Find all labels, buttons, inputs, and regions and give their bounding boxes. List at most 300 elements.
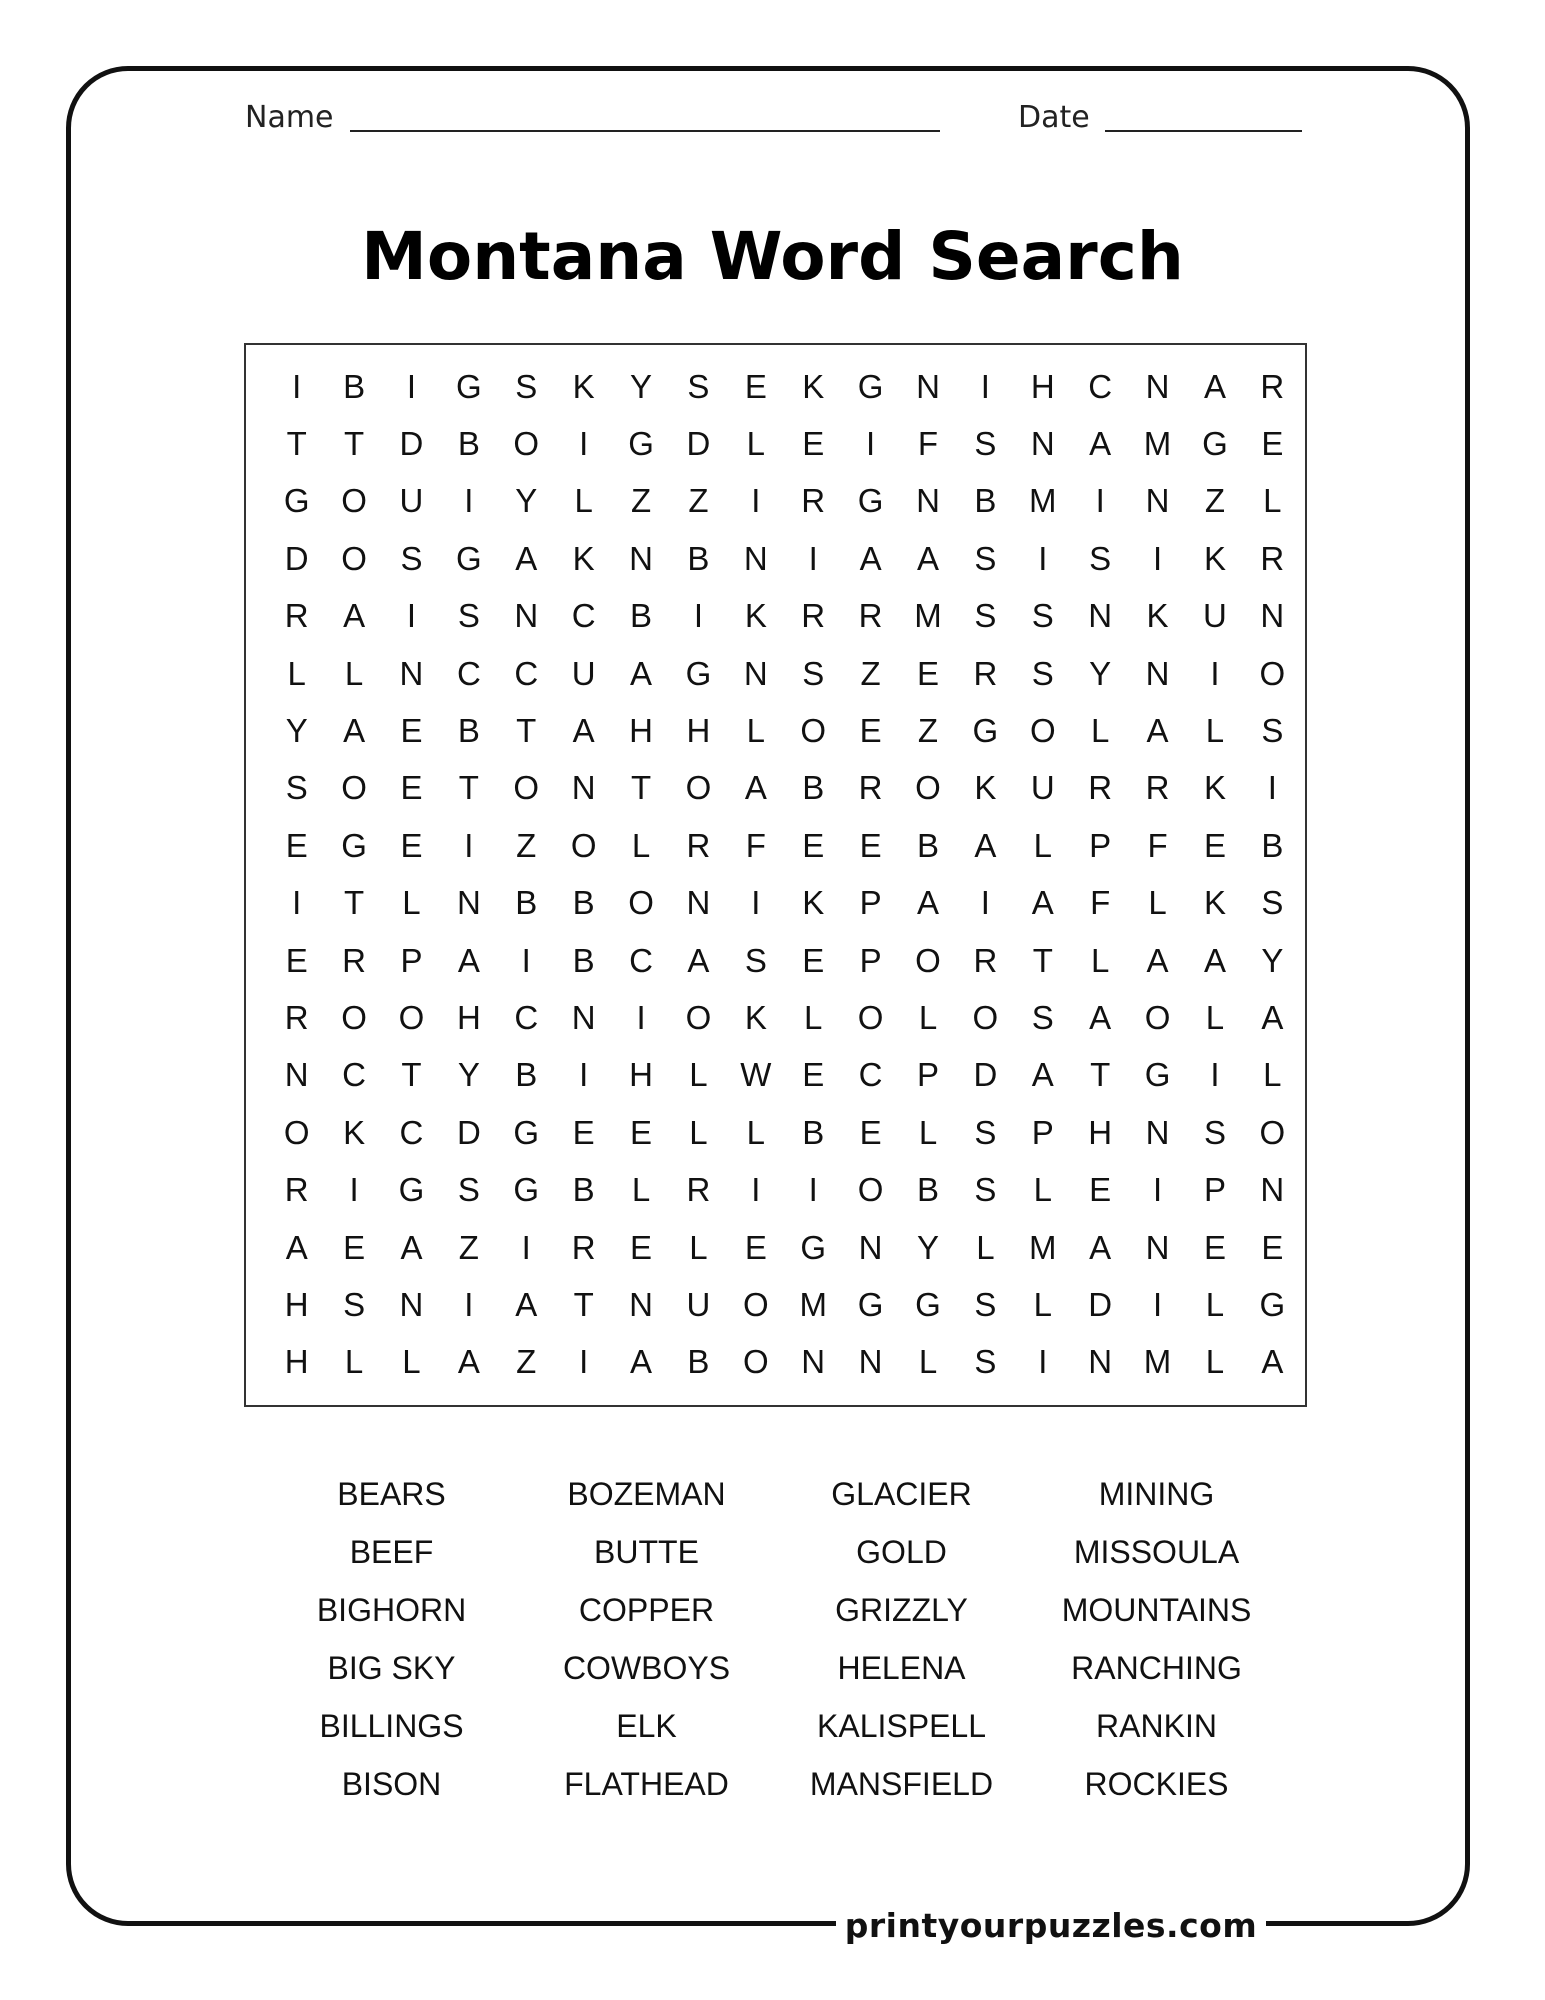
grid-cell: Z [1204,482,1226,520]
grid-cell: L [1090,941,1110,979]
grid-cell: O [283,1113,310,1151]
grid-cell: O [398,998,425,1036]
grid-cell: L [1263,1056,1282,1094]
grid-cell: N [456,884,481,922]
word-list-item: GLACIER [831,1476,972,1512]
grid-cell: L [287,654,306,692]
grid-cell: O [742,1285,769,1323]
grid-cell: E [802,425,825,463]
grid-cell: A [1031,884,1054,922]
grid-cell: E [802,1056,825,1094]
grid-cell: A [457,1343,480,1381]
grid-cell: L [1148,884,1167,922]
grid-cell: B [802,769,825,807]
grid-cell: H [456,998,481,1036]
grid-cell: S [974,597,997,635]
grid-cell: S [1031,597,1054,635]
grid-cell: N [399,1285,424,1323]
grid-cell: N [571,769,596,807]
grid-cell: A [343,712,366,750]
grid-cell: T [401,1056,422,1094]
name-line [350,130,940,132]
grid-cell: G [456,539,482,577]
grid-cell: B [687,1343,710,1381]
grid-cell: K [572,367,595,405]
grid-cell: G [628,425,654,463]
grid-cell: S [974,1113,997,1151]
grid-cell: R [801,597,826,635]
grid-cell: N [399,654,424,692]
grid-cell: G [513,1171,540,1209]
grid-cell: Z [917,712,939,750]
grid-cell: S [974,425,997,463]
grid-cell: L [689,1228,708,1266]
grid-cell: Z [630,482,652,520]
grid-cell: A [1146,712,1169,750]
grid-cell: N [743,539,768,577]
grid-cell: O [628,884,654,922]
grid-cell: B [457,425,480,463]
word-list-item: MISSOULA [1073,1534,1240,1570]
grid-cell: E [1261,1228,1284,1266]
grid-cell: L [631,826,651,864]
grid-cell: F [1090,884,1111,922]
grid-cell: R [1088,769,1113,807]
grid-cell: L [976,1228,995,1266]
grid-cell: L [746,712,765,750]
grid-cell: L [1033,826,1052,864]
grid-cell: A [744,769,767,807]
date-label: Date [1018,100,1090,135]
grid-cell: G [1144,1056,1171,1094]
grid-cell: O [513,425,540,463]
grid-cell: E [1203,826,1226,864]
grid-cell: I [808,1171,818,1209]
grid-cell: S [974,1285,997,1323]
grid-cell: E [1089,1171,1112,1209]
grid-cell: G [456,367,482,405]
grid-cell: N [686,884,711,922]
grid-cell: S [457,1171,480,1209]
grid-cell: F [1147,826,1168,864]
grid-cell: I [292,367,302,405]
grid-cell: P [916,1056,939,1094]
grid-cell: R [973,654,998,692]
grid-cell: Z [860,654,881,692]
grid-cell: O [915,769,941,807]
grid-cell: A [859,539,882,577]
grid-cell: F [917,425,939,463]
grid-cell: A [1089,425,1112,463]
grid-cell: S [974,1171,997,1209]
grid-cell: B [630,597,653,635]
grid-cell: B [916,1171,939,1209]
grid-cell: C [571,597,596,635]
word-list-item: MANSFIELD [809,1766,994,1802]
grid-cell: G [341,826,367,864]
grid-cell: N [1145,654,1170,692]
grid-cell: O [857,1171,884,1209]
grid-cell: S [1031,998,1054,1036]
grid-cell: I [1095,482,1105,520]
grid-cell: I [406,597,417,635]
grid-cell: S [744,941,767,979]
grid-cell: O [800,712,827,750]
grid-cell: Z [688,482,709,520]
word-list-item: BIG SKY [327,1650,456,1686]
grid-cell: N [1145,367,1170,405]
grid-cell: L [689,1113,708,1151]
grid-cell: I [579,1343,589,1381]
grid-cell: G [915,1285,941,1323]
grid-cell: I [1152,1285,1163,1323]
grid-cell: N [743,654,768,692]
grid-cell: S [687,367,710,405]
grid-cell: E [400,826,423,864]
grid-cell: G [1259,1285,1286,1323]
grid-cell: C [399,1113,424,1151]
grid-cell: C [514,998,539,1036]
grid-cell: R [858,597,883,635]
grid-cell: O [742,1343,769,1381]
grid-cell: S [515,367,538,405]
grid-cell: H [1088,1113,1113,1151]
grid-cell: B [515,1056,538,1094]
grid-cell: N [514,597,539,635]
grid-cell: O [1259,1113,1286,1151]
grid-cell: N [629,1285,653,1323]
grid-cell: M [1029,1228,1057,1266]
grid-cell: L [402,1343,421,1381]
grid-cell: I [1210,1056,1220,1094]
grid-cell: I [693,597,704,635]
grid-cell: B [343,367,366,405]
word-list-item: MINING [1098,1476,1215,1512]
grid-cell: B [457,712,480,750]
grid-cell: A [1031,1056,1054,1094]
grid-cell: E [859,712,882,750]
grid-cell: Y [457,1056,480,1094]
grid-cell: P [1031,1113,1054,1151]
grid-cell: T [1032,941,1053,979]
date-line [1105,130,1302,132]
grid-cell: I [1152,1171,1163,1209]
word-list-item: COPPER [578,1592,715,1628]
grid-cell: I [521,1228,531,1266]
grid-cell: P [1203,1171,1226,1209]
grid-cell: O [341,998,367,1036]
grid-cell: O [915,941,941,979]
grid-cell: O [972,998,999,1036]
grid-cell: C [1088,367,1113,405]
grid-cell: I [464,826,474,864]
grid-cell: G [283,482,310,520]
grid-cell: A [687,941,710,979]
grid-cell: E [1261,425,1284,463]
word-list-item: HELENA [837,1650,966,1686]
grid-cell: G [1202,425,1228,463]
grid-cell: K [1146,597,1169,635]
grid-cell: B [572,941,595,979]
grid-cell: A [515,539,538,577]
grid-cell: S [974,1343,997,1381]
grid-cell: K [802,884,825,922]
grid-cell: I [1038,1343,1048,1381]
grid-cell: N [801,1343,826,1381]
grid-cell: L [574,482,593,520]
grid-cell: E [744,1228,767,1266]
grid-cell: Z [516,826,537,864]
grid-cell: O [1144,998,1171,1036]
grid-cell: G [800,1228,827,1266]
grid-cell: D [284,539,309,577]
grid-cell: L [746,425,765,463]
grid-cell: E [572,1113,595,1151]
grid-cell: A [1261,998,1284,1036]
grid-cell: Z [516,1343,537,1381]
grid-cell: M [799,1285,827,1323]
grid-cell: I [751,884,761,922]
grid-cell: T [344,425,365,463]
grid-cell: I [349,1171,359,1209]
grid-cell: T [516,712,537,750]
grid-cell: P [400,941,423,979]
grid-cell: E [630,1113,653,1151]
grid-cell: L [344,654,364,692]
grid-cell: E [285,941,308,979]
grid-cell: N [1145,482,1170,520]
grid-cell: P [1089,826,1112,864]
grid-cell: N [1260,597,1285,635]
grid-cell: G [685,654,712,692]
grid-cell: K [572,539,595,577]
grid-cell: B [687,539,710,577]
grid-cell: M [914,597,942,635]
grid-cell: A [572,712,595,750]
grid-cell: A [1089,1228,1112,1266]
grid-cell: I [980,884,990,922]
grid-cell: D [399,425,424,463]
grid-cell: R [1260,367,1285,405]
grid-cell: I [292,884,302,922]
grid-cell: S [457,597,480,635]
grid-cell: E [343,1228,366,1266]
grid-cell: A [916,539,939,577]
grid-cell: L [1205,1343,1225,1381]
grid-cell: A [1089,998,1112,1036]
grid-cell: L [918,1343,938,1381]
grid-cell: N [571,998,596,1036]
grid-cell: R [342,941,366,979]
word-list-item: ELK [616,1708,677,1744]
grid-cell: B [916,826,939,864]
grid-cell: K [1203,769,1226,807]
grid-cell: L [402,884,421,922]
grid-cell: I [808,539,818,577]
word-list-item: GOLD [856,1534,947,1570]
grid-cell: Y [285,712,308,750]
grid-cell: I [464,482,474,520]
grid-cell: S [1261,712,1284,750]
grid-cell: P [859,941,882,979]
grid-cell: G [857,367,884,405]
grid-cell: G [857,482,884,520]
word-list-item: BIGHORN [316,1592,467,1628]
grid-cell: A [1261,1343,1284,1381]
grid-cell: I [579,1056,589,1094]
grid-cell: A [1203,367,1226,405]
grid-cell: S [400,539,423,577]
grid-cell: Y [916,1228,939,1266]
grid-cell: I [521,941,531,979]
word-list-item: RANKIN [1096,1708,1217,1744]
grid-cell: H [629,1056,653,1094]
grid-cell: N [284,1056,309,1094]
grid-cell: L [1033,1171,1052,1209]
grid-cell: C [342,1056,366,1094]
grid-cell: N [1088,597,1113,635]
grid-cell: E [859,1113,882,1151]
grid-cell: R [284,597,309,635]
word-list-item: BOZEMAN [567,1476,726,1512]
grid-cell: R [686,1171,711,1209]
grid-cell: S [285,769,308,807]
grid-cell: B [515,884,538,922]
grid-cell: M [1143,1343,1172,1381]
grid-cell: G [857,1285,884,1323]
grid-cell: U [686,1285,711,1323]
grid-cell: A [630,654,653,692]
grid-cell: A [515,1285,538,1323]
word-list-item: BILLINGS [319,1708,464,1744]
grid-cell: T [344,884,365,922]
grid-cell: O [685,998,712,1036]
grid-cell: H [629,712,653,750]
puzzle-grid [268,358,1288,1391]
grid-cell: I [751,1171,761,1209]
grid-cell: D [686,425,711,463]
grid-cell: I [751,482,761,520]
grid-cell: T [286,425,307,463]
grid-cell: A [1203,941,1226,979]
grid-cell: L [1263,482,1282,520]
grid-cell: N [1145,1113,1170,1151]
grid-cell: L [746,1113,765,1151]
grid-cell: C [514,654,539,692]
grid-cell: N [1030,425,1055,463]
grid-cell: F [745,826,766,864]
grid-cell: O [341,769,367,807]
word-list-item: ROCKIES [1084,1766,1229,1802]
name-label: Name [245,100,334,135]
grid-cell: R [1260,539,1285,577]
grid-cell: S [974,539,997,577]
grid-cell: N [858,1343,883,1381]
grid-cell: L [918,1113,938,1151]
page-title: Montana Word Search [361,218,1184,295]
grid-cell: K [1203,539,1226,577]
grid-cell: T [573,1285,594,1323]
grid-cell: R [686,826,711,864]
grid-cell: L [1205,1285,1225,1323]
grid-cell: N [916,367,940,405]
grid-cell: I [636,998,646,1036]
grid-cell: S [1203,1113,1226,1151]
grid-cell: I [464,1285,474,1323]
grid-cell: I [1267,769,1277,807]
grid-cell: B [572,884,595,922]
grid-cell: G [398,1171,425,1209]
grid-cell: C [629,941,653,979]
grid-cell: E [630,1228,653,1266]
grid-cell: R [1145,769,1170,807]
word-list-item: MOUNTAINS [1061,1592,1252,1628]
grid-cell: A [400,1228,423,1266]
grid-cell: K [744,998,767,1036]
grid-cell: L [689,1056,708,1094]
word-list-item: FLATHEAD [564,1766,729,1802]
grid-cell: O [1029,712,1056,750]
grid-cell: W [740,1056,772,1094]
grid-cell: E [744,367,767,405]
word-list-item: BEEF [349,1534,434,1570]
grid-cell: N [1088,1343,1113,1381]
grid-cell: T [1090,1056,1111,1094]
grid-cell: N [1145,1228,1170,1266]
site-footer: printyourpuzzles.com [836,1898,1266,1954]
grid-cell: L [1205,998,1225,1036]
grid-cell: A [285,1228,308,1266]
grid-cell: C [456,654,481,692]
grid-cell: E [400,769,423,807]
grid-cell: A [916,884,939,922]
grid-cell: P [859,884,882,922]
grid-cell: O [685,769,712,807]
word-column [1029,1465,1284,1813]
word-list-item: KALISPELL [817,1708,986,1744]
word-list-item: BUTTE [594,1534,699,1570]
word-column [264,1465,519,1813]
grid-cell: A [457,941,480,979]
grid-cell: E [802,941,825,979]
grid-cell: E [400,712,423,750]
grid-cell: I [866,425,876,463]
word-list [264,1465,1284,1813]
grid-cell: G [972,712,999,750]
grid-cell: K [1203,884,1226,922]
grid-cell: R [801,482,826,520]
grid-cell: H [1030,367,1055,405]
grid-cell: I [980,367,990,405]
grid-cell: L [1205,712,1225,750]
word-list-item: COWBOYS [562,1650,731,1686]
grid-cell: R [284,1171,309,1209]
grid-cell: B [974,482,997,520]
grid-cell: S [1089,539,1112,577]
grid-cell: N [629,539,653,577]
grid-cell: N [858,1228,883,1266]
grid-cell: L [1090,712,1110,750]
grid-cell: E [802,826,825,864]
grid-cell: L [918,998,938,1036]
grid-cell: N [916,482,940,520]
grid-cell: K [343,1113,366,1151]
grid-cell: G [513,1113,540,1151]
grid-cell: H [284,1285,309,1323]
grid-cell: B [802,1113,825,1151]
grid-cell: U [1203,597,1227,635]
grid-cell: A [343,597,366,635]
